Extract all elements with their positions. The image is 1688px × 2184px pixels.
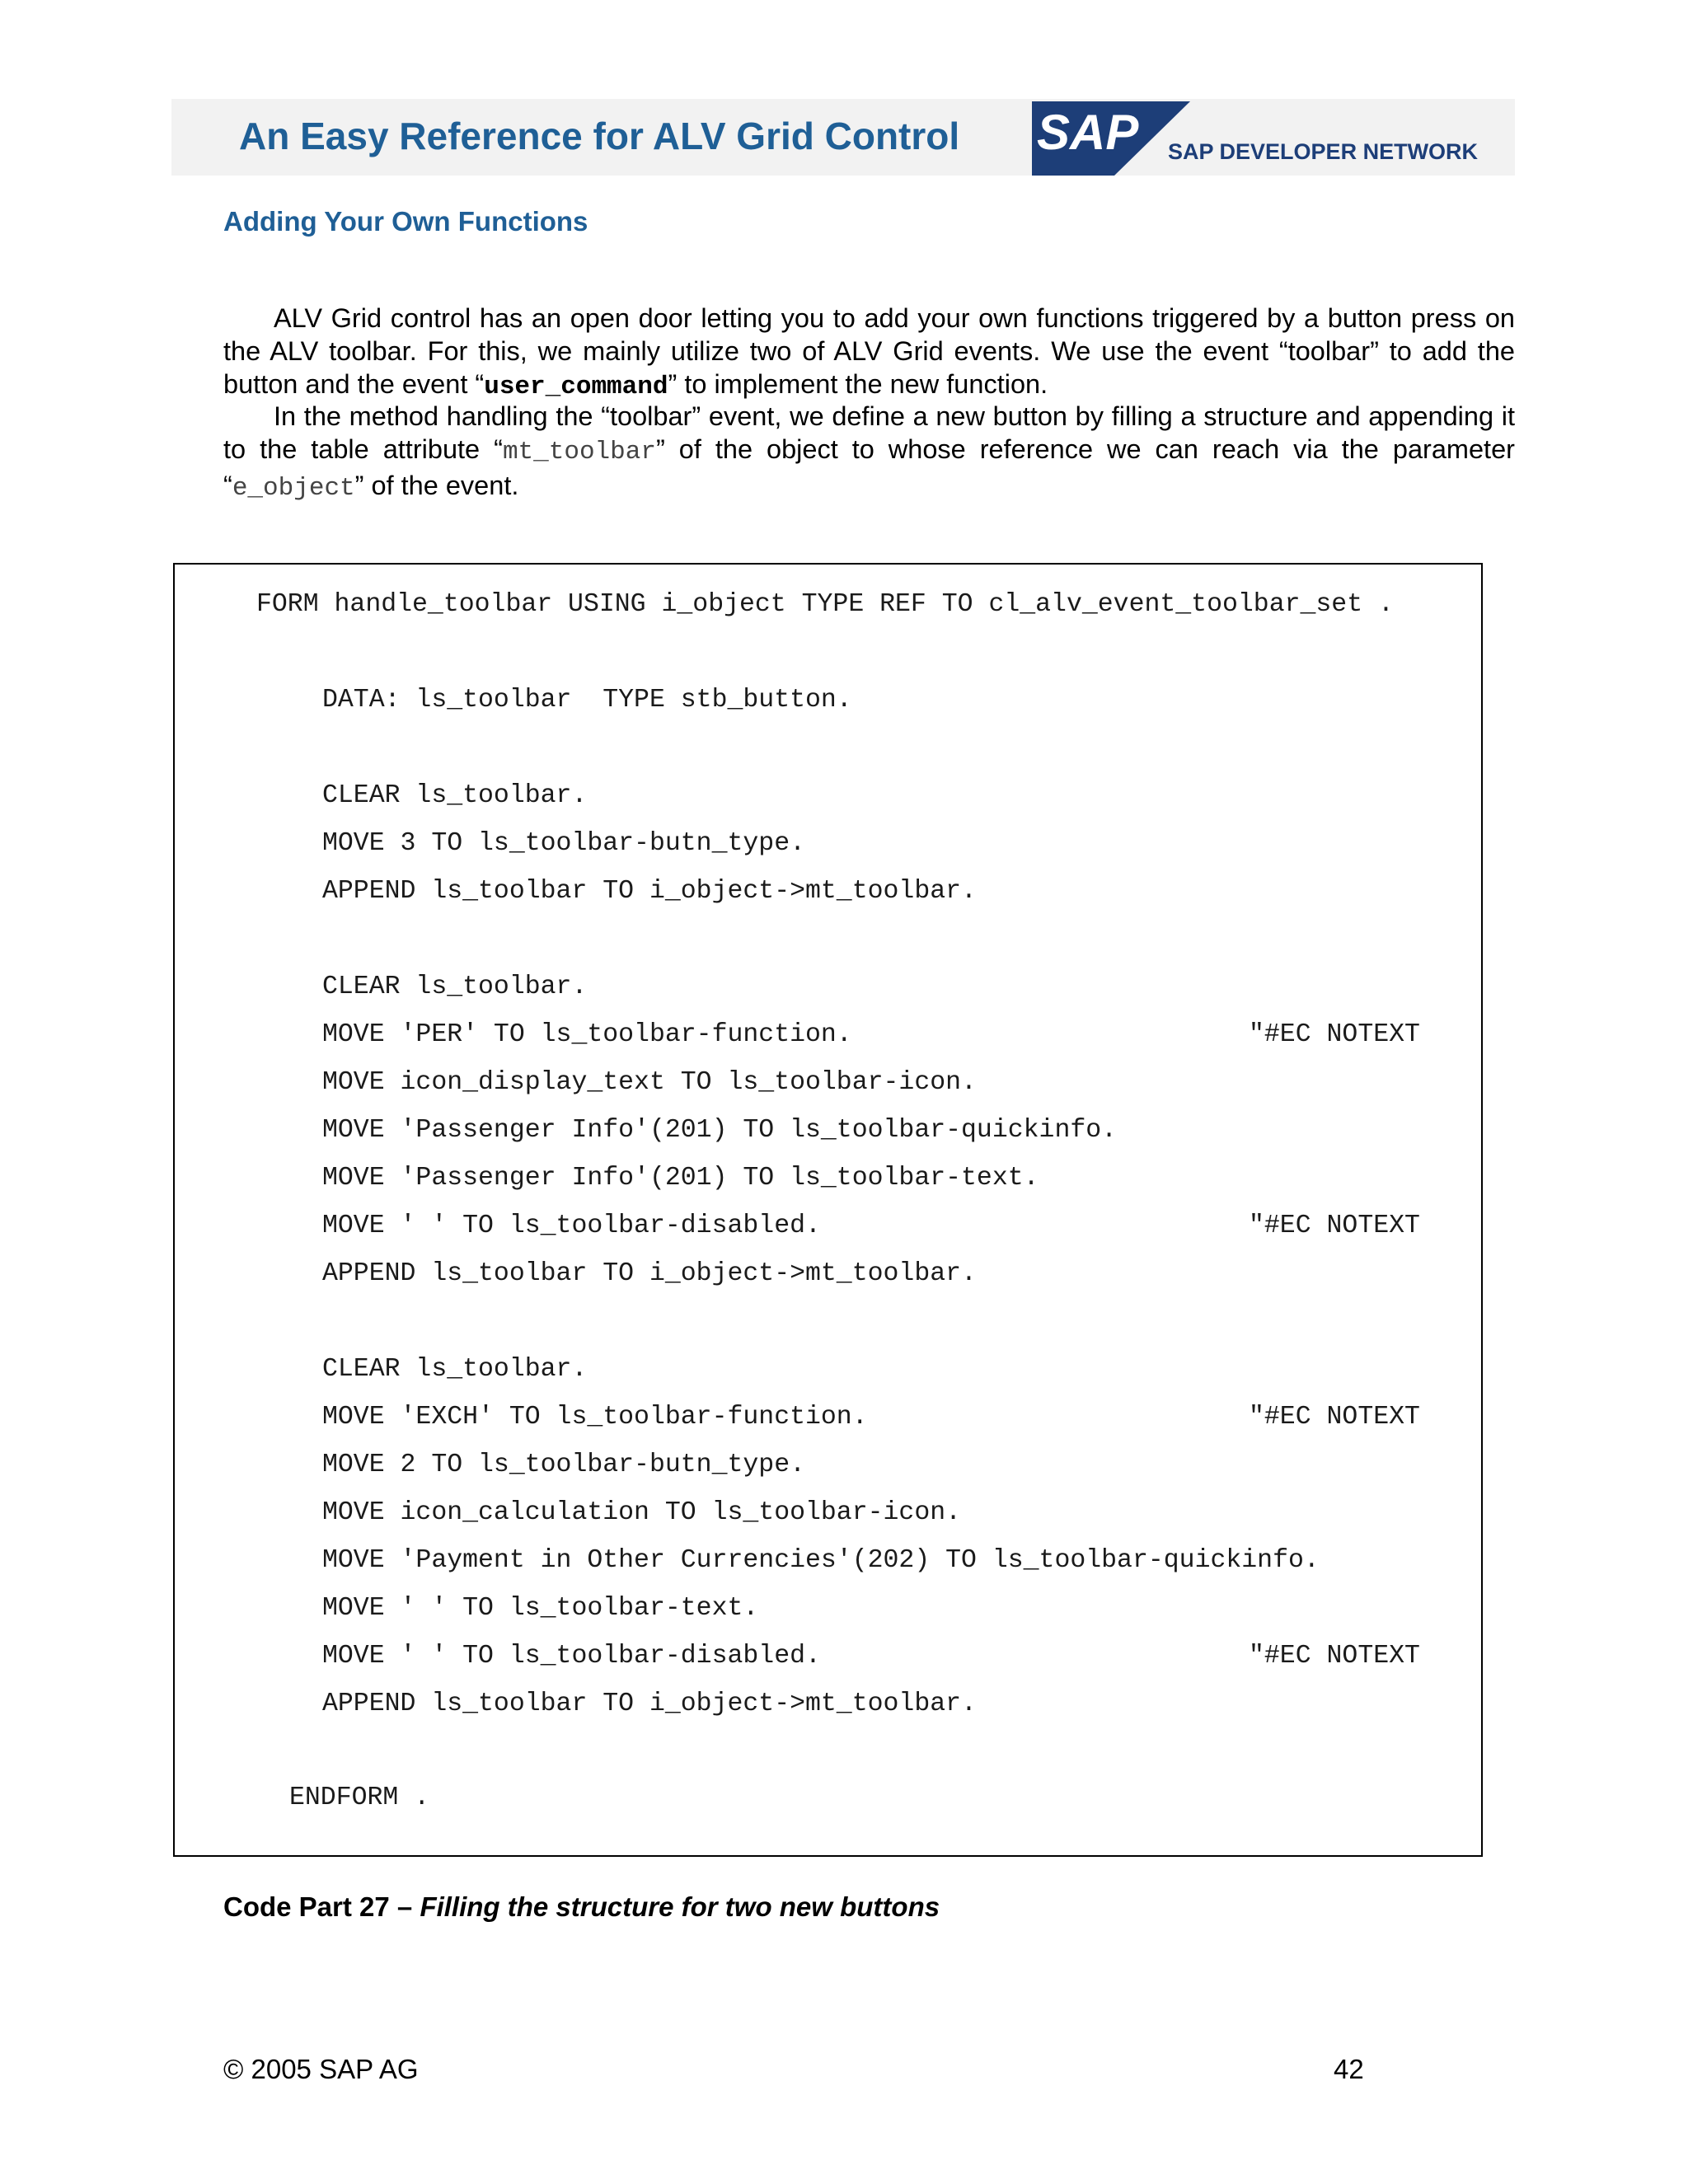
intro-code-user-command: user_command [484,373,668,401]
intro-text-b: ” to implement the new function. [668,369,1048,399]
code-line: FORM handle_toolbar USING i_object TYPE REF TO cl_alv_event_toolbar_set . [256,590,1394,619]
code-line: MOVE 3 TO ls_toolbar-butn_type. [322,829,805,858]
code-line: MOVE ' ' TO ls_toolbar-disabled. [322,1212,821,1240]
footer-copyright: © 2005 SAP AG [223,2054,419,2084]
code-line: MOVE icon_calculation TO ls_toolbar-icon. [322,1498,962,1527]
code-line: MOVE 'Passenger Info'(201) TO ls_toolbar-text. [322,1164,1039,1193]
code-line: CLEAR ls_toolbar. [322,1355,588,1384]
code-line: APPEND ls_toolbar TO i_object->mt_toolbar. [322,1690,977,1718]
code-line: DATA: ls_toolbar TYPE stb_button. [322,686,852,715]
code-line: CLEAR ls_toolbar. [322,972,588,1001]
code-listing [173,563,1483,1857]
method-text-c: ” of the event. [354,471,519,500]
caption-label: Code Part 27 – [223,1891,420,1922]
code-line: APPEND ls_toolbar TO i_object->mt_toolbar. [322,1259,977,1288]
code-line: MOVE 'PER' TO ls_toolbar-function. [322,1020,852,1049]
section-heading: Adding Your Own Functions [223,206,588,237]
sap-logo [1032,101,1190,176]
code-line: APPEND ls_toolbar TO i_object->mt_toolbar. [322,877,977,906]
code-comment: "#EC NOTEXT [1249,1212,1420,1240]
page-number: 42 [1334,2054,1364,2084]
code-comment: "#EC NOTEXT [1249,1642,1420,1671]
code-comment: "#EC NOTEXT [1249,1020,1420,1049]
method-text-b: ” of the object to whose reference we can reach via the parameter “ [223,434,1515,500]
code-line: MOVE 'Payment in Other Currencies'(202) TO ls_toolbar-quickinfo. [322,1546,1320,1575]
method-paragraph [223,400,1515,505]
code-line: MOVE 2 TO ls_toolbar-butn_type. [322,1451,805,1479]
code-line: MOVE icon_display_text TO ls_toolbar-icon. [322,1068,977,1097]
intro-paragraph [223,302,1515,404]
intro-text-a: ALV Grid control has an open door letting you to add your own functions triggered by a button press on the ALV toolbar. For this, we mainly utilize two of ALV Grid events. We use the event “toolbar” to add the button and the event “ [223,303,1515,399]
method-text-a: In the method handling the “toolbar” event, we define a new button by filling a structure and appending it to the table attribute “ [223,401,1515,464]
code-line: CLEAR ls_toolbar. [322,781,588,810]
caption-title: Filling the structure for two new buttons [420,1891,940,1922]
code-line: ENDFORM . [289,1783,430,1812]
sap-logo-text: SAP [1037,105,1139,160]
method-code-mt-toolbar: mt_toolbar [502,438,656,466]
code-line: MOVE 'EXCH' TO ls_toolbar-function. [322,1403,868,1432]
code-comment: "#EC NOTEXT [1249,1403,1420,1432]
code-caption [223,1891,940,1923]
code-line: MOVE ' ' TO ls_toolbar-disabled. [322,1642,821,1671]
document-title: An Easy Reference for ALV Grid Control [239,115,960,157]
method-code-e-object: e_object [232,474,355,503]
code-line: MOVE 'Passenger Info'(201) TO ls_toolbar-quickinfo. [322,1116,1118,1145]
developer-network-label: SAP DEVELOPER NETWORK [1168,139,1479,164]
code-line: MOVE ' ' TO ls_toolbar-text. [322,1594,759,1623]
